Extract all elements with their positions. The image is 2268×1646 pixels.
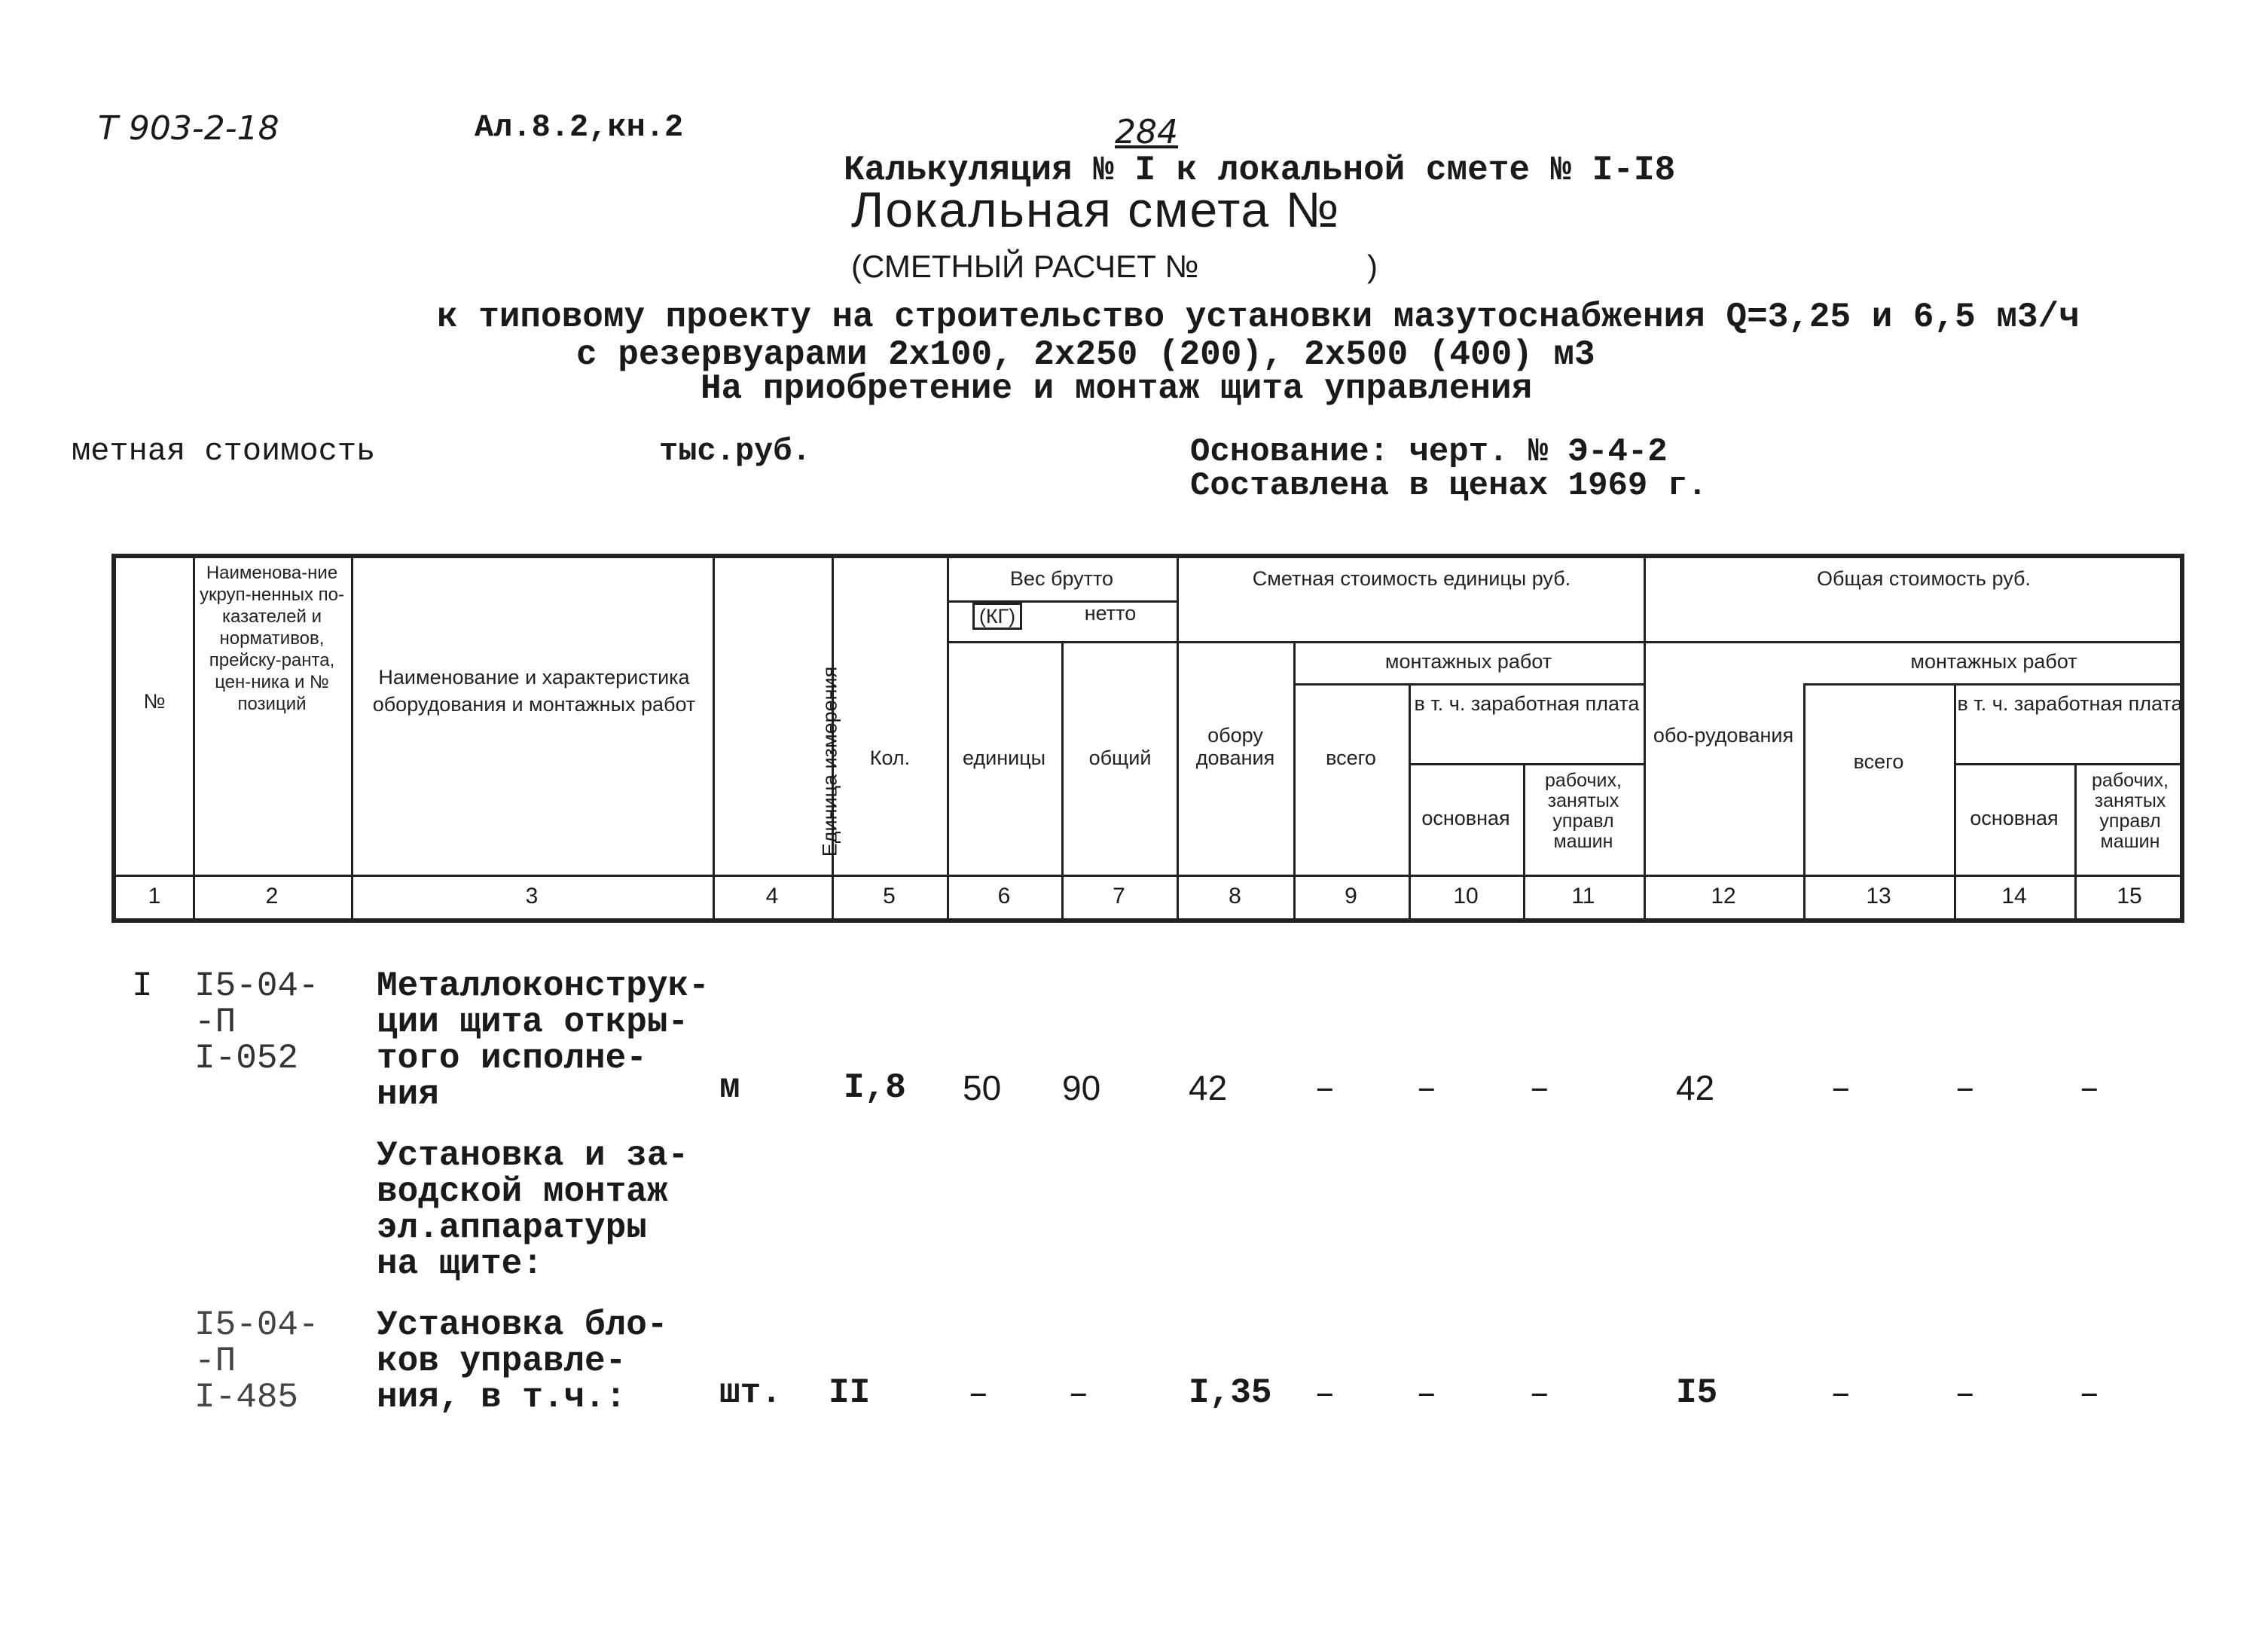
price-basis: Составлена в ценах 1969 г. — [1190, 467, 1708, 505]
column-number: 1 — [148, 884, 161, 909]
cost-unit: тыс.руб. — [659, 433, 811, 469]
header-weight-net: нетто — [1084, 602, 1137, 625]
column-number: 11 — [1571, 884, 1595, 909]
header-weight-group: Вес брутто — [1009, 567, 1114, 590]
column-number: 4 — [765, 884, 779, 909]
column-number: 14 — [2001, 884, 2027, 909]
header-total-cost: Общая стоимость руб. — [1817, 567, 2031, 590]
form-subtitle-close: ) — [1367, 249, 1378, 284]
project-description-line-2: с резервуарами 2х100, 2х250 (200), 2х500 (400) м3 — [576, 335, 1595, 374]
header-name: Наименование и характеристика оборудования и монтажных работ — [372, 666, 696, 716]
row-equipment-total: 42 — [1676, 1068, 1715, 1107]
column-number: 15 — [2117, 884, 2142, 909]
row-name: Установка бло- ков управле- ния, в т.ч.: — [377, 1306, 668, 1417]
row-code: I5-04- -П I-485 — [194, 1306, 319, 1417]
basis-reference: Основание: черт. № Э-4-2 — [1190, 433, 1668, 471]
header-installation: монтажных работ — [1384, 650, 1552, 673]
row-unit: шт. — [719, 1373, 782, 1412]
header-unit: Единица измерения — [818, 666, 841, 857]
row-unit: м — [719, 1068, 740, 1107]
row-qty: II — [829, 1373, 871, 1412]
row-weight-total: 90 — [1062, 1068, 1101, 1107]
row-wage-machines: – — [1529, 1375, 1550, 1414]
header-weight-unit: единицы — [962, 747, 1046, 769]
header-code: Наименова-ние укруп-ненных по-казателей и нормативов, прейску-ранта, цен-ника и № позиций — [200, 563, 344, 714]
header-install-total-2: всего — [1853, 750, 1904, 773]
row-equipment-total: I5 — [1676, 1373, 1718, 1412]
calculation-title: Калькуляция № I к локальной смете № I-I8 — [844, 151, 1676, 190]
column-number: 7 — [1113, 884, 1125, 909]
column-number: 12 — [1711, 884, 1736, 909]
row-wage-machines: – — [1529, 1070, 1550, 1109]
row-install-total: – — [1314, 1070, 1335, 1109]
header-installation-2: монтажных работ — [1910, 650, 2077, 673]
column-number: 13 — [1866, 884, 1891, 909]
header-no: № — [143, 690, 166, 713]
header-wages-2: в т. ч. заработная плата — [1957, 692, 2183, 715]
row-weight-unit: 50 — [963, 1068, 1002, 1107]
header-wages-machines-2: рабочих, занятых управл машин — [2092, 770, 2169, 852]
row-weight-total: – — [1068, 1375, 1089, 1414]
row-wage-main-2: – — [1955, 1375, 1976, 1414]
row-name: Установка и за- водской монтаж эл.аппаратуры на щите: — [377, 1136, 689, 1284]
row-install-total-2: – — [1830, 1375, 1851, 1414]
document-code: Т 903-2-18 — [98, 109, 279, 148]
column-number: 9 — [1345, 884, 1357, 909]
header-equipment: обору дования — [1195, 724, 1275, 769]
header-wages-machines: рабочих, занятых управл машин — [1545, 770, 1622, 852]
row-wage-main-2: – — [1955, 1070, 1976, 1109]
page-number: 284 — [1115, 113, 1178, 151]
row-number: I — [132, 967, 153, 1006]
column-number: 5 — [883, 884, 896, 909]
project-description-line-1: к типовому проекту на строительство установки мазутоснабжения Q=3,25 и 6,5 м3/ч — [437, 298, 2080, 337]
row-wage-main: – — [1416, 1375, 1437, 1414]
header-equipment-2: обо-рудования — [1653, 724, 1794, 747]
column-number: 6 — [997, 884, 1011, 909]
column-number: 3 — [525, 884, 539, 909]
column-number: 10 — [1453, 884, 1479, 909]
header-unit-cost: Сметная стоимость единицы руб. — [1252, 567, 1571, 590]
row-wage-machines-2: – — [2079, 1070, 2100, 1109]
album-reference: Ал.8.2,кн.2 — [475, 109, 684, 145]
row-name: Металлоконструк- ции щита откры- того исполне- ния — [377, 967, 710, 1114]
row-weight-unit: – — [968, 1375, 989, 1414]
column-number: 8 — [1229, 884, 1241, 909]
row-equipment-cost: 42 — [1189, 1068, 1228, 1107]
row-install-total: – — [1314, 1375, 1335, 1414]
row-code: I5-04- -П I-052 — [194, 967, 319, 1078]
header-wages-main: основная — [1421, 807, 1510, 829]
form-subtitle: (СМЕТНЫЙ РАСЧЕТ № — [851, 249, 1199, 284]
header-qty: Кол. — [869, 747, 911, 769]
project-description-line-3: На приобретение и монтаж щита управления — [701, 369, 1533, 408]
column-number: 2 — [265, 884, 279, 909]
estimate-table-header — [111, 554, 2184, 923]
header-weight-kg: (КГ) — [960, 605, 1035, 628]
row-wage-machines-2: – — [2079, 1375, 2100, 1414]
cost-label: метная стоимость — [72, 433, 376, 469]
form-title: Локальная смета № — [851, 182, 1341, 237]
row-install-total-2: – — [1830, 1070, 1851, 1109]
row-wage-main: – — [1416, 1070, 1437, 1109]
header-wages-main-2: основная — [1970, 807, 2059, 829]
header-install-total: всего — [1326, 747, 1376, 769]
row-qty: I,8 — [844, 1068, 906, 1107]
header-wages: в т. ч. заработная плата — [1414, 692, 1640, 715]
header-weight-total: общий — [1088, 747, 1152, 769]
row-equipment-cost: I,35 — [1189, 1373, 1272, 1412]
